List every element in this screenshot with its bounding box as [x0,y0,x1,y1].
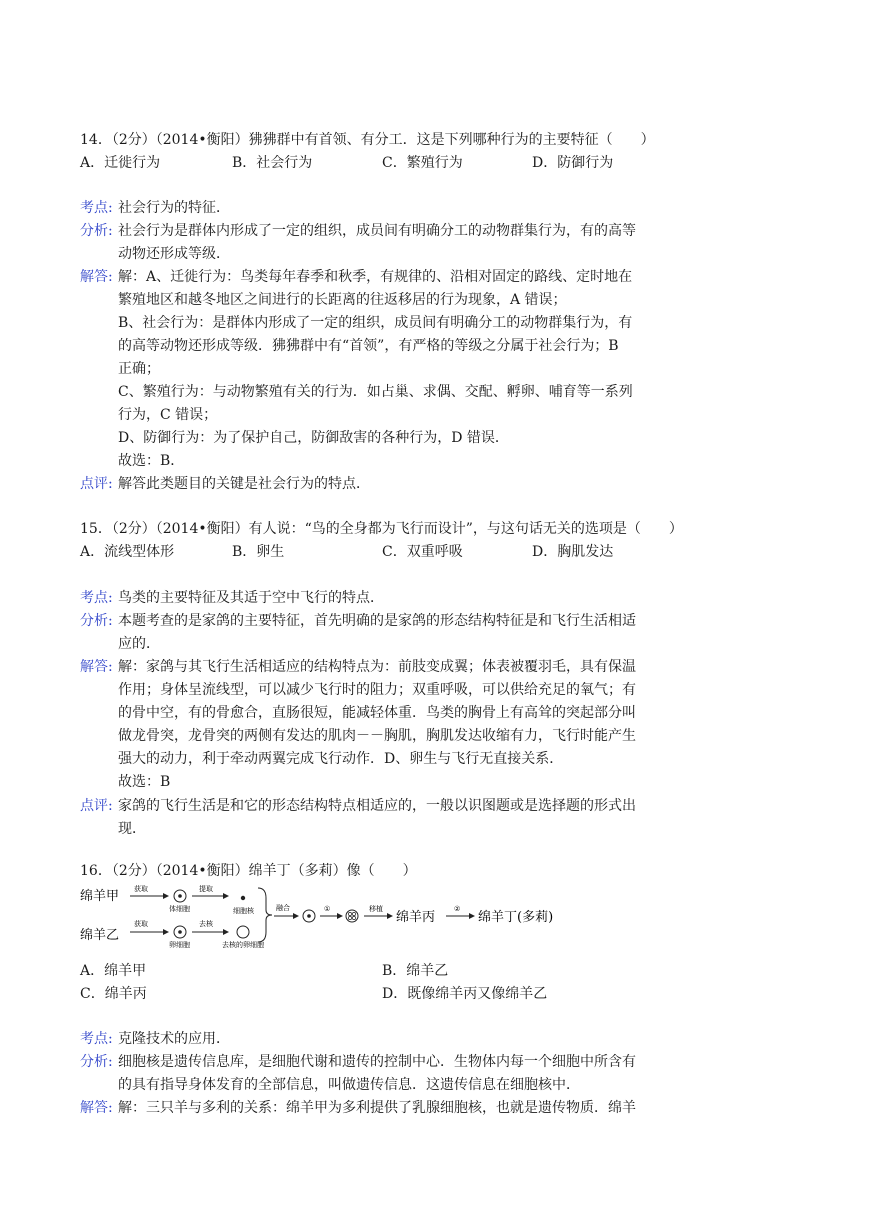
extract-label: 提取 [199,885,213,893]
body-cell-label: 体细胞 [169,905,190,913]
dianping-label: 点评: [80,798,113,814]
nucleus-icon [241,896,245,900]
fuse-label: 融合 [276,904,290,912]
sheep-a-label: 绵羊甲 [80,889,120,904]
option-a: A．流线型体形 [80,544,175,560]
jieda-line: C、繁殖行为：与动物繁殖有关的行为．如占巢、求偶、交配、孵卵、哺育等一系列 [118,384,633,400]
option-c: C．绵羊丙 [80,986,147,1002]
dianping-line: 现． [118,821,146,837]
egg-nucleus-icon [178,930,182,934]
option-c: C．双重呼吸 [382,544,463,560]
kaodian-label: 考点: [80,1031,113,1047]
dianping-line: 家鸽的飞行生活是和它的形态结构特点相适应的，一般以识图题或是选择题的形式出 [118,798,636,814]
jieda-label: 解答: [80,1100,113,1116]
jieda-line: D、防御行为：为了保护自己，防御敌害的各种行为，D 错误． [118,430,509,446]
jieda-line: 繁殖地区和越冬地区之间进行的长距离的往返移居的行为现象，A 错误； [118,292,567,308]
sheep-c-label: 绵羊丙 [396,910,436,925]
jieda-line: 解：家鸽与其飞行生活相适应的结构特点为：前肢变成翼；体表被覆羽毛，具有保温 [118,659,636,675]
q14-fenxi [80,220,700,266]
fenxi-line: 动物还形成等级． [118,246,230,262]
q15-dianping [80,795,700,841]
jieda-label: 解答: [80,269,113,285]
fenxi-line: 本题考查的是家鸽的主要特征，首先明确的是家鸽的形态结构特征是和飞行生活相适 [118,613,636,629]
question-14-options [80,153,780,173]
fenxi-label: 分析: [80,1054,113,1070]
embryo-icon [346,910,358,922]
enucleated-egg-icon [237,926,249,938]
implant-label: 移植 [369,905,383,913]
option-b: B．社会行为 [232,155,313,171]
cloning-flow-svg [80,880,700,956]
jieda-line: 故选：B [118,774,171,790]
jieda-line: 强大的动力，利于牵动两翼完成飞行动作．D、卵生与飞行无直接关系． [118,751,564,767]
option-c: C．繁殖行为 [382,155,463,171]
jieda-line: 故选：B． [118,453,185,469]
merge-brace [258,888,272,942]
nucleus-label: 细胞核 [233,907,254,915]
fenxi-label: 分析: [80,613,113,629]
option-d: D．胸肌发达 [532,544,614,560]
question-14-stem: 14．（2分）（2014•衡阳）狒狒群中有首领、有分工．这是下列哪种行为的主要特征（ ） [80,132,655,148]
option-b: B．卵生 [232,544,285,560]
enucleated-egg-label: 去核的卵细胞 [222,941,264,949]
jieda-line: 的高等动物还形成等级．狒狒群中有“首领”，有严格的等级之分属于社会行为；B [118,338,619,354]
question-16-options-row1 [80,961,780,981]
get-egg-cell-label: 获取 [134,920,148,928]
cloning-diagram [80,880,700,956]
kaodian-label: 考点: [80,200,113,216]
embryo-cell-icon [352,916,355,919]
option-a: A．绵羊甲 [80,963,147,979]
sheep-b-label: 绵羊乙 [80,928,120,943]
fenxi-label: 分析: [80,223,113,239]
step-1-label: ① [324,905,331,913]
question-15-stem: 15．（2分）（2014•衡阳）有人说：“鸟的全身都为飞行而设计”，与这句话无关的选项是（ ） [80,521,683,537]
option-d: D．防御行为 [532,155,614,171]
jieda-line: 解：A、迁徙行为：鸟类每年春季和秋季，有规律的、沿相对固定的路线、定时地在 [118,269,633,285]
remove-nucleus-label: 去核 [199,920,213,928]
jieda-line: B、社会行为：是群体内形成了一定的组织，成员间有明确分工的动物群集行为，有 [118,315,633,331]
sheep-d-label: 绵羊丁(多莉) [478,910,554,925]
jieda-line: 解：三只羊与多利的关系：绵羊甲为多利提供了乳腺细胞核，也就是遗传物质．绵羊 [118,1100,636,1116]
jieda-label: 解答: [80,659,113,675]
q16-kaodian [80,1028,700,1051]
dianping-line: 解答此类题目的关键是社会行为的特点． [118,476,370,492]
q14-kaodian [80,197,700,220]
fenxi-line: 的具有指导身体发育的全部信息，叫做遗传信息．这遗传信息在细胞核中． [118,1077,580,1093]
nucleus-dot-icon [178,894,182,898]
jieda-line: 行为，C 错误； [118,407,218,423]
kaodian-text: 克隆技术的应用． [118,1031,230,1047]
q15-fenxi [80,610,700,656]
option-a: A．迁徙行为 [80,155,161,171]
fenxi-line: 社会行为是群体内形成了一定的组织，成员间有明确分工的动物群集行为，有的高等 [118,223,636,239]
q16-fenxi [80,1051,700,1097]
option-d: D．既像绵羊丙又像绵羊乙 [382,986,548,1002]
q15-jieda [80,656,700,794]
embryo-cell-icon [348,912,351,915]
question-16-options-row2 [80,984,780,1004]
q14-dianping [80,473,700,496]
question-16-stem: 16．（2分）（2014•衡阳）绵羊丁（多莉）像（ ） [80,863,417,879]
jieda-line: 做龙骨突，龙骨突的两侧有发达的肌肉－－胸肌，胸肌发达收缩有力，飞行时能产生 [118,728,636,744]
kaodian-text: 鸟类的主要特征及其适于空中飞行的特点． [118,590,384,606]
jieda-line: 作用；身体呈流线型，可以减少飞行时的阻力；双重呼吸，可以供给充足的氧气；有 [118,682,636,698]
egg-cell-label: 卵细胞 [169,941,190,949]
kaodian-text: 社会行为的特征． [118,200,230,216]
get-body-cell-label: 获取 [134,885,148,893]
embryo-cell-icon [348,916,351,919]
question-15-options [80,542,780,562]
embryo-cell-icon [352,912,355,915]
jieda-line: 的骨中空，有的骨愈合，直肠很短，能减轻体重．鸟类的胸骨上有高耸的突起部分叫 [118,705,636,721]
dianping-label: 点评: [80,476,113,492]
option-b: B．绵羊乙 [382,963,449,979]
fenxi-line: 细胞核是遗传信息库，是细胞代谢和遗传的控制中心．生物体内每一个细胞中所含有 [118,1054,636,1070]
q15-kaodian [80,587,700,610]
q14-jieda [80,266,700,473]
jieda-line: 正确； [118,361,160,377]
kaodian-label: 考点: [80,590,113,606]
q16-jieda [80,1097,700,1120]
step-2-label: ② [454,905,461,913]
fused-nucleus-icon [307,914,311,918]
fenxi-line: 应的． [118,636,160,652]
